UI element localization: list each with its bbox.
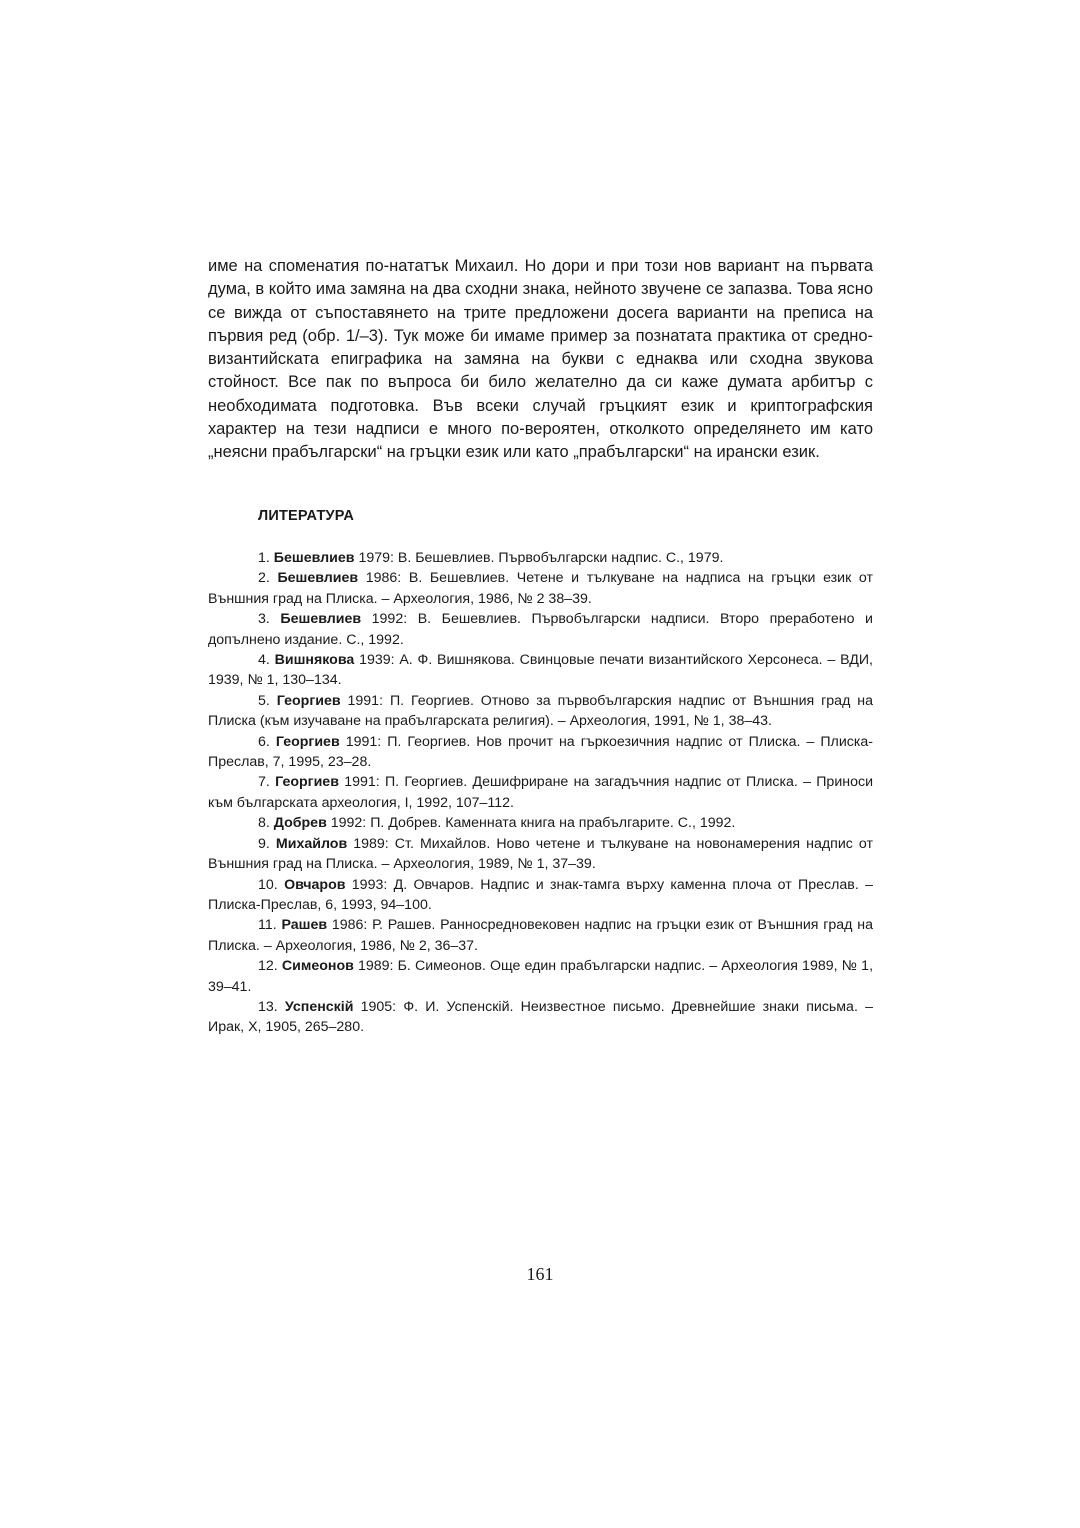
reference-item [208,875,873,916]
reference-details: 1986: Р. Рашев. Ранносредновековен надпис на гръцки език от Външния град на Плиска. – Археология, 1986, № 2, 36–37. [208,917,873,954]
reference-author: Овчаров [284,876,346,893]
reference-author: Георгиев [275,774,339,791]
reference-number: 2. [258,570,270,587]
reference-details: 1989: Б. Симеонов. Още един прабългарски надпис. – Археология 1989, № 1, 39–41. [208,958,874,995]
reference-item [208,956,873,997]
reference-details: 1992: П. Добрев. Каменната книга на прабългарите. С., 1992. [330,815,736,832]
reference-author: Бешевлиев [277,570,359,587]
reference-number: 9. [258,835,270,852]
reference-author: Георгиев [276,692,341,709]
reference-author: Добрев [273,815,327,832]
reference-details: 1939: А. Ф. Вишнякова. Свинцовые печати византийского Херсонеса. – ВДИ, 1939, № 1, 130–134. [208,652,873,689]
reference-author: Георгиев [275,733,340,750]
reference-number: 3. [258,611,270,628]
reference-number: 12. [258,958,278,975]
reference-item [208,915,873,956]
reference-details: 1979: В. Бешевлиев. Първобългарски надпис. С., 1979. [358,550,724,566]
reference-item [208,813,873,833]
reference-number: 6. [258,733,270,750]
page-number: 161 [526,1264,554,1284]
reference-number: 8. [258,815,270,832]
reference-details: 1905: Ф. И. Успенскiй. Неизвестное письмо. Древнейшие знаки письма. – Ирак, X, 1905, 265–280. [208,998,873,1036]
body-paragraph: име на споменатия по-нататък Михаил. Но дори и при този нов вариант на първата дума, в който има замяна на два сходни знака, нейното звучене се запазва. Това ясно се вижда от съпоставянето на трите предложени досега варианти на преписа на първия ред (обр. 1/–3). Тук може би имаме пример за познатата практика от средно-византийската епиграфика на замяна на букви с еднаква или сходна звукова стойност. Все пак по въпроса би било желателно да си каже думата арбитър с необходимата подготовка. Във всеки случай гръцкият език и криптографския характер на тези надписи е много по-вероятен, отколкото определянето им като „неясни прабългарски“ на гръцки език или като „прабългарски“ на ирански език. [208,257,873,462]
reference-number: 11. [258,917,277,934]
reference-number: 4. [258,652,270,669]
reference-details: 1991: П. Георгиев. Нов прочит на гъркоезичния надпис от Плиска. – Плиска-Преслав, 7, 1995, 23–28. [208,733,873,771]
reference-author: Успенскiй [284,998,354,1015]
reference-author: Вишнякова [274,652,355,669]
reference-details: 1991: П. Георгиев. Отново за първобългарския надпис от Външния град на Плиска (към изучаване на прабългарската религия). – Археология, 1991, № 1, 38–43. [208,692,873,730]
reference-number: 13. [258,998,278,1015]
reference-item [208,834,873,875]
reference-item [208,568,873,609]
reference-item [208,997,873,1038]
reference-details: 1992: В. Бешевлиев. Първобългарски надписи. Второ преработено и допълнено издание. С., 1992. [208,611,873,648]
reference-author: Бешевлиев [280,611,362,628]
reference-details: 1993: Д. Овчаров. Надпис и знак-тамга върху каменна плоча от Преслав. – Плиска-Преслав, 6, 1993, 94–100. [208,876,873,913]
reference-author: Симеонов [281,958,354,975]
reference-number: 7. [258,774,270,791]
reference-item [208,548,873,568]
reference-item [208,732,873,773]
reference-author: Михайлов [275,835,348,852]
reference-number: 1. [258,550,270,566]
reference-item [208,691,873,732]
reference-number: 5. [258,692,270,709]
reference-item [208,609,873,650]
reference-item [208,772,873,813]
section-heading-literature: ЛИТЕРАТУРА [258,508,355,524]
reference-details: 1991: П. Георгиев. Дешифриране на загадъчния надпис от Плиска. – Приноси към българската археология, I, 1992, 107–112. [208,774,873,811]
reference-details: 1989: Ст. Михайлов. Ново четене и тълкуване на новонамерения надпис от Външния град на Плиска. – Археология, 1989, № 1, 37–39. [208,835,873,873]
reference-details: 1986: В. Бешевлиев. Четене и тълкуване на надписа на гръцки език от Външния град на Плиска. – Археология, 1986, № 2 38–39. [208,570,873,607]
reference-author: Рашев [281,917,328,934]
reference-author: Бешевлиев [273,550,355,566]
reference-item [208,650,873,691]
references-list [208,548,873,1038]
reference-number: 10. [258,876,278,893]
